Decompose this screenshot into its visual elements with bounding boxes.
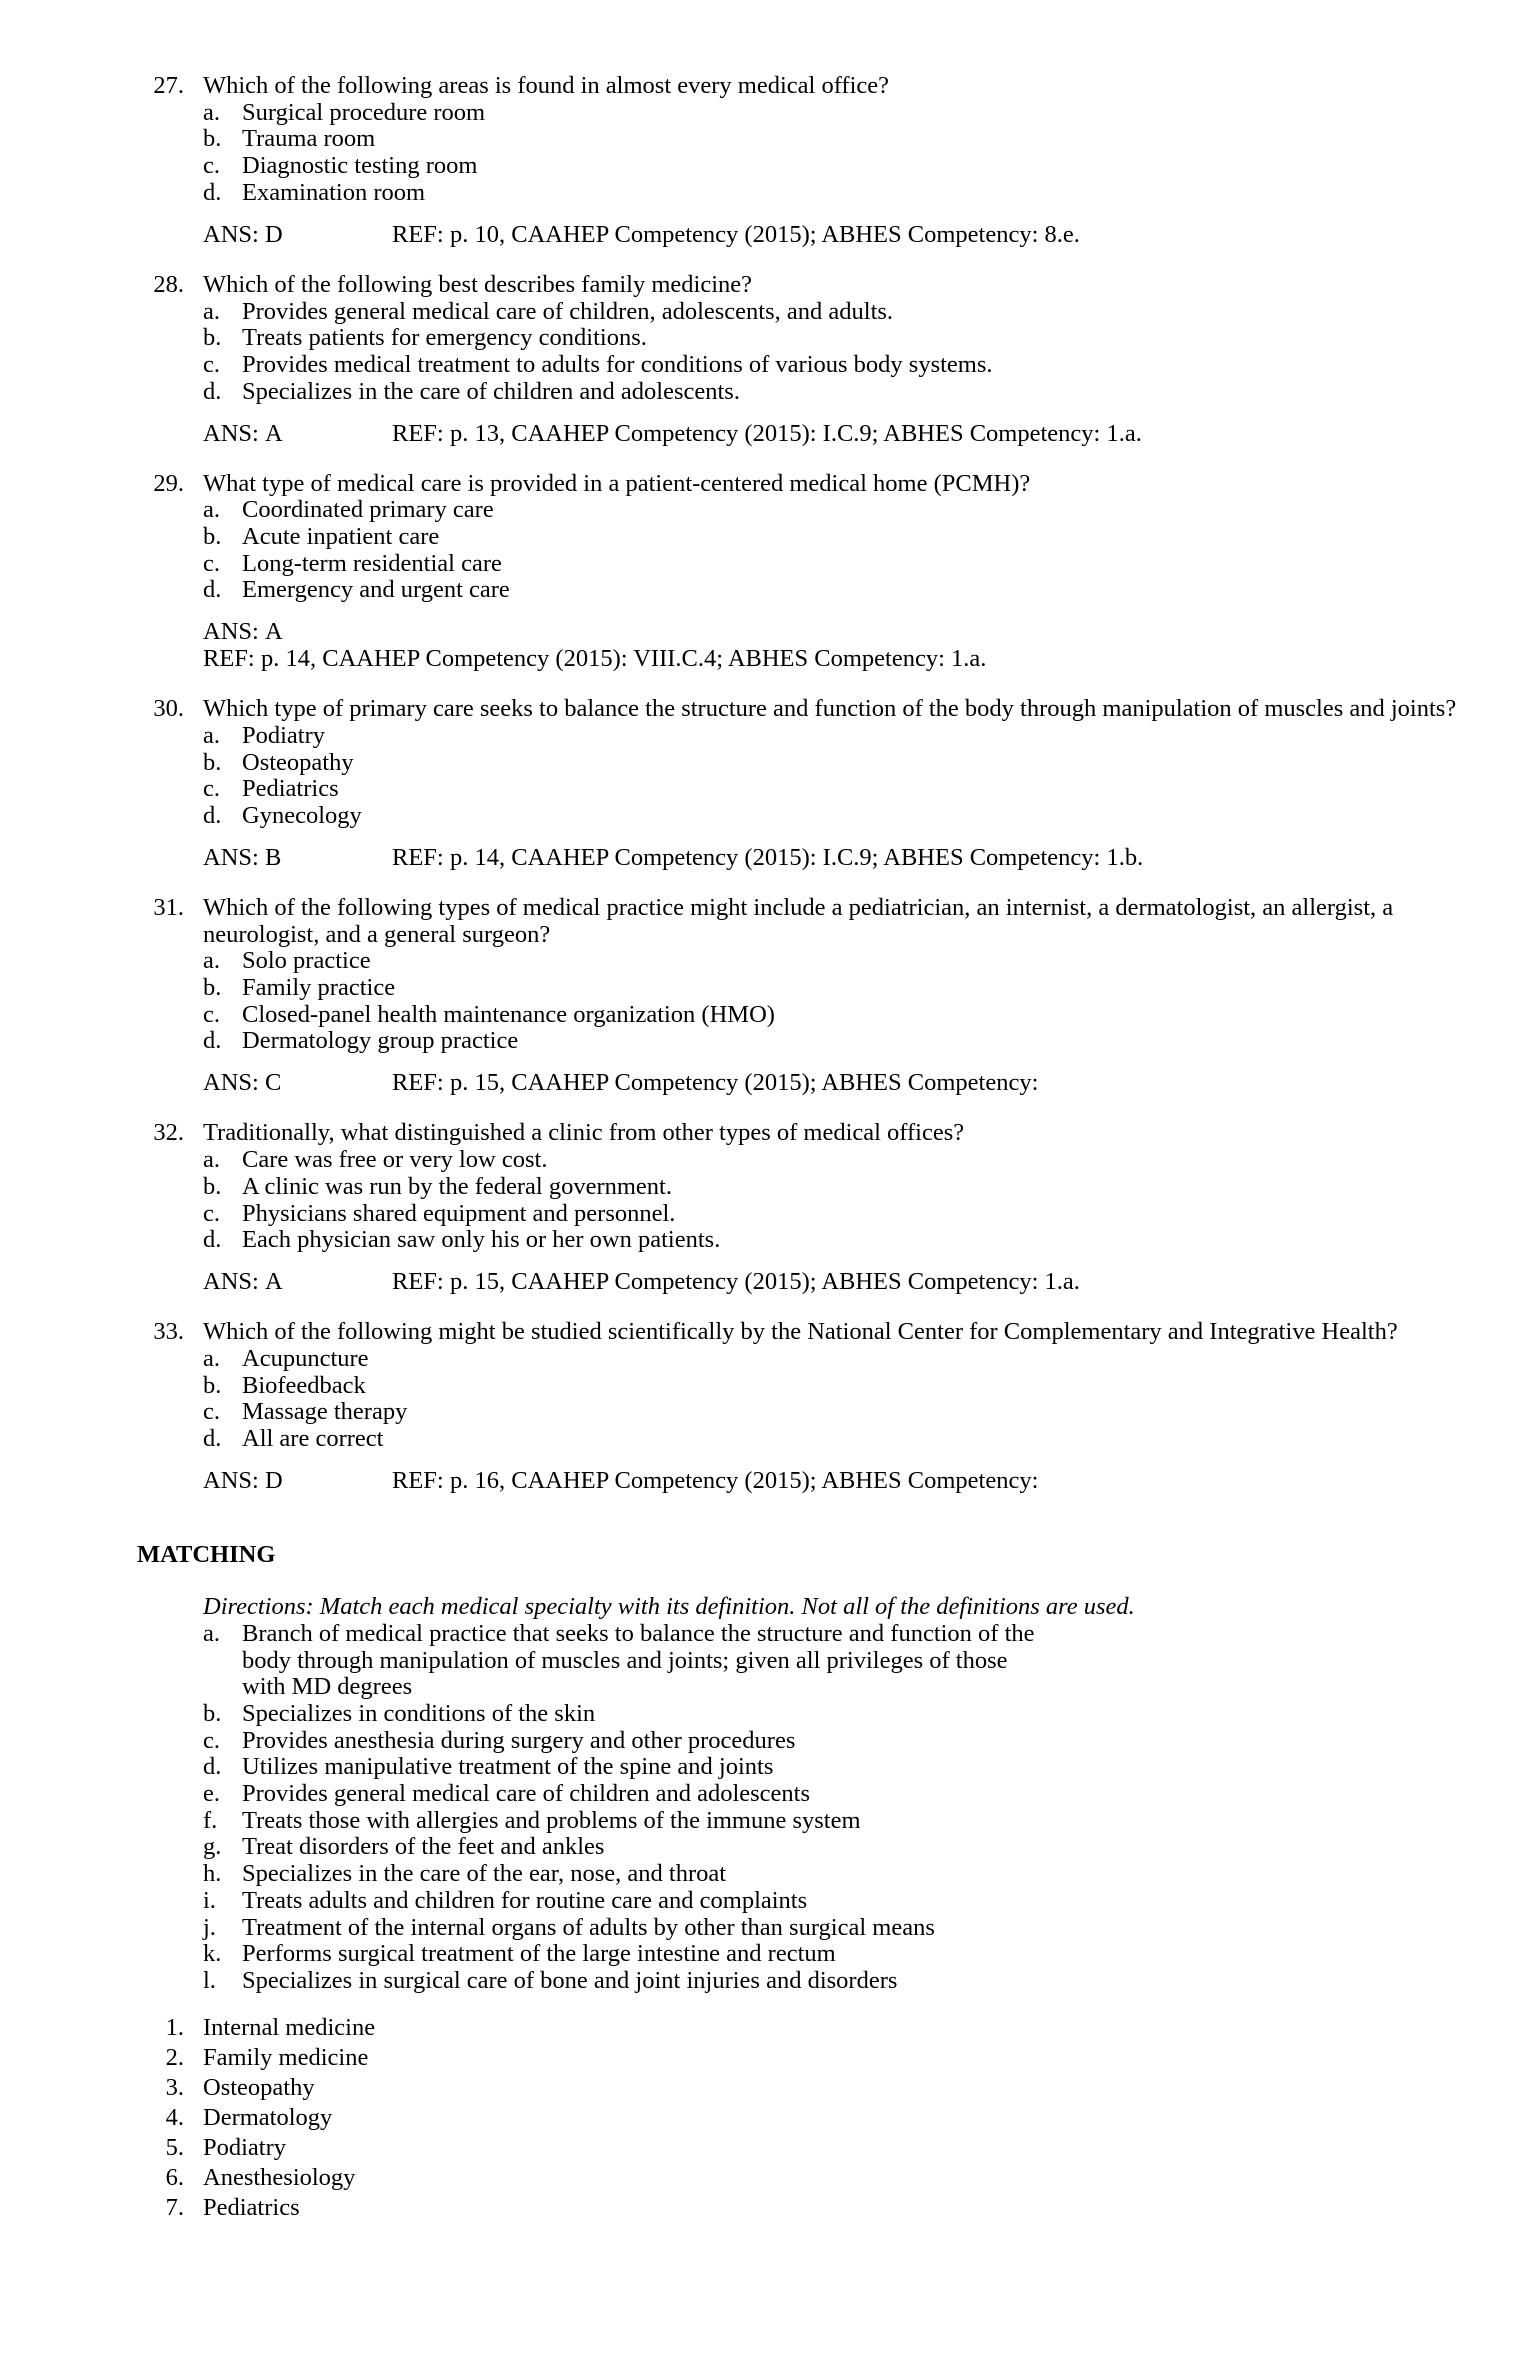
term-number: 2. — [165, 2043, 184, 2071]
option-letter: c. — [203, 1398, 220, 1426]
question-number: 33. — [153, 1318, 184, 1346]
ans-label: ANS: — [203, 618, 259, 646]
question-stem: Which of the following best describes family medicine? — [203, 270, 753, 298]
ans-label: ANS: — [203, 1069, 259, 1097]
term-text: Pediatrics — [203, 2193, 300, 2221]
answer-row — [203, 1269, 1490, 1296]
definition-letter: f. — [203, 1806, 218, 1834]
option-letter: a. — [203, 1146, 220, 1174]
question-stem: What type of medical care is provided in a patient-centered medical home (PCMH)? — [203, 469, 1031, 497]
term-number: 1. — [165, 2013, 184, 2041]
option-text: Provides general medical care of children, adolescents, and adults. — [242, 297, 894, 325]
option-b — [203, 524, 1490, 551]
definition-letter: h. — [203, 1860, 222, 1888]
option-d — [203, 1028, 1490, 1055]
ref-text: p. 14, CAAHEP Competency (2015): VIII.C.4; ABHES Competency: 1.a. — [261, 645, 987, 673]
definition-text: Treats those with allergies and problems of the immune system — [242, 1806, 861, 1834]
option-letter: a. — [203, 496, 220, 524]
term-3 — [165, 2073, 1490, 2102]
term-text: Osteopathy — [203, 2073, 315, 2101]
option-text: Examination room — [242, 178, 426, 206]
option-letter: c. — [203, 1199, 220, 1227]
question-30 — [153, 695, 1490, 872]
option-text: Dermatology group practice — [242, 1027, 519, 1055]
option-letter: a. — [203, 98, 220, 126]
option-c — [203, 153, 1490, 180]
ref-text: p. 16, CAAHEP Competency (2015); ABHES Competency: — [450, 1467, 1039, 1495]
question-stem: Which of the following types of medical practice might include a pediatrician, an internist, a dermatologist, an allergist, a neurologist, and a general surgeon? — [203, 893, 1394, 948]
definition-text — [242, 1621, 1203, 1701]
definition-letter: e. — [203, 1780, 220, 1808]
term-text: Family medicine — [203, 2043, 369, 2071]
definition-l — [203, 1968, 1203, 1995]
option-b — [203, 975, 1490, 1002]
definition-letter: l. — [203, 1966, 216, 1994]
option-c — [203, 551, 1490, 578]
option-text: Long-term residential care — [242, 549, 502, 577]
option-text: Acupuncture — [242, 1344, 369, 1372]
answer-row — [203, 1070, 1490, 1097]
option-text: Care was free or very low cost. — [242, 1146, 548, 1174]
option-text: Massage therapy — [242, 1398, 408, 1426]
option-d — [203, 577, 1490, 604]
answer-row — [203, 619, 1490, 646]
option-c — [203, 1399, 1490, 1426]
ans-label: ANS: — [203, 1268, 259, 1296]
ref-label: REF: — [392, 419, 444, 447]
ref-label: REF: — [392, 1268, 444, 1296]
option-text: Treats patients for emergency conditions. — [242, 324, 647, 352]
option-b — [203, 126, 1490, 153]
option-text: Family practice — [242, 974, 396, 1002]
definition-c — [203, 1728, 1203, 1755]
definition-letter: i. — [203, 1886, 216, 1914]
ans-label: ANS: — [203, 843, 259, 871]
option-letter: c. — [203, 1000, 220, 1028]
definition-e — [203, 1781, 1203, 1808]
question-number: 27. — [153, 72, 184, 99]
option-letter: a. — [203, 1344, 220, 1372]
option-letter: c. — [203, 775, 220, 803]
option-a — [203, 299, 1490, 326]
question-31 — [153, 893, 1490, 1097]
option-text: Acute inpatient care — [242, 523, 440, 551]
option-d — [203, 379, 1490, 406]
question-27 — [153, 72, 1490, 249]
term-4 — [165, 2103, 1490, 2132]
option-letter: b. — [203, 324, 222, 352]
term-6 — [165, 2163, 1490, 2192]
ref-text: p. 10, CAAHEP Competency (2015); ABHES Competency: 8.e. — [450, 220, 1080, 248]
option-letter: d. — [203, 1027, 222, 1055]
definition-letter: g. — [203, 1833, 222, 1861]
ref-text: p. 15, CAAHEP Competency (2015); ABHES Competency: — [450, 1069, 1039, 1097]
definition-j — [203, 1915, 1203, 1942]
ans-value: B — [265, 843, 282, 871]
question-number: 28. — [153, 270, 184, 298]
question-stem: Which of the following areas is found in almost every medical office? — [203, 72, 889, 99]
definition-h — [203, 1861, 1203, 1888]
option-letter: a. — [203, 297, 220, 325]
option-text: Physicians shared equipment and personnel. — [242, 1199, 676, 1227]
option-letter: a. — [203, 947, 220, 975]
option-letter: d. — [203, 801, 222, 829]
option-letter: d. — [203, 377, 222, 405]
term-number: 4. — [165, 2103, 184, 2131]
definition-text: Specializes in the care of the ear, nose, and throat — [242, 1860, 727, 1888]
definition-a — [203, 1621, 1203, 1701]
ref-label: REF: — [203, 645, 255, 673]
term-text: Podiatry — [203, 2133, 287, 2161]
option-text: Trauma room — [242, 125, 376, 153]
ref-label: REF: — [392, 220, 444, 248]
term-7 — [165, 2193, 1490, 2222]
definition-line: Branch of medical practice that seeks to balance the structure and function of the — [242, 1619, 1035, 1647]
question-29 — [153, 469, 1490, 673]
ref-label: REF: — [392, 1069, 444, 1097]
term-text: Internal medicine — [203, 2013, 376, 2041]
question-32 — [153, 1119, 1490, 1296]
ref-row — [203, 646, 1490, 673]
answer-row — [203, 1468, 1490, 1495]
definition-text: Provides anesthesia during surgery and other procedures — [242, 1726, 796, 1754]
definition-text: Treat disorders of the feet and ankles — [242, 1833, 605, 1861]
option-text: All are correct — [242, 1425, 384, 1453]
option-c — [203, 1201, 1490, 1228]
term-1 — [165, 2013, 1490, 2042]
option-text: Closed-panel health maintenance organization (HMO) — [242, 1000, 775, 1028]
ans-value: D — [265, 220, 283, 248]
ref-label: REF: — [392, 843, 444, 871]
option-b — [203, 750, 1490, 777]
option-text: Biofeedback — [242, 1371, 366, 1399]
ref-text: p. 14, CAAHEP Competency (2015): I.C.9; ABHES Competency: 1.b. — [450, 843, 1144, 871]
option-letter: d. — [203, 1226, 222, 1254]
option-letter: d. — [203, 178, 222, 206]
definition-f — [203, 1808, 1203, 1835]
term-number: 7. — [165, 2193, 184, 2221]
question-stem: Which type of primary care seeks to balance the structure and function of the body through manipulation of muscles and joints? — [203, 695, 1457, 723]
definition-letter: d. — [203, 1753, 222, 1781]
option-b — [203, 1373, 1490, 1400]
definition-letter: b. — [203, 1699, 222, 1727]
option-letter: b. — [203, 974, 222, 1002]
definition-letter: k. — [203, 1940, 222, 1968]
term-2 — [165, 2043, 1490, 2072]
option-text: Pediatrics — [242, 775, 339, 803]
question-33 — [153, 1318, 1490, 1495]
option-letter: b. — [203, 748, 222, 776]
option-a — [203, 723, 1490, 750]
ans-value: D — [265, 1467, 283, 1495]
ref-text: p. 15, CAAHEP Competency (2015); ABHES Competency: 1.a. — [450, 1268, 1080, 1296]
ans-value: A — [265, 1268, 283, 1296]
definition-k — [203, 1941, 1203, 1968]
option-text: Provides medical treatment to adults for conditions of various body systems. — [242, 350, 993, 378]
ref-label: REF: — [392, 1467, 444, 1495]
term-number: 6. — [165, 2163, 184, 2191]
option-text: Diagnostic testing room — [242, 152, 478, 180]
definition-text: Treats adults and children for routine care and complaints — [242, 1886, 808, 1914]
question-number: 30. — [153, 695, 184, 723]
definition-line: with MD degrees — [242, 1673, 413, 1701]
matching-directions: Directions: Match each medical specialty with its definition. Not all of the definitions are used. — [203, 1593, 1135, 1621]
question-number: 29. — [153, 469, 184, 497]
option-c — [203, 352, 1490, 379]
definition-letter: c. — [203, 1726, 220, 1754]
option-text: Osteopathy — [242, 748, 354, 776]
question-number: 32. — [153, 1119, 184, 1147]
option-c — [203, 776, 1490, 803]
option-letter: c. — [203, 549, 220, 577]
definition-letter: j. — [203, 1913, 216, 1941]
option-b — [203, 1174, 1490, 1201]
definition-b — [203, 1701, 1203, 1728]
option-letter: b. — [203, 1371, 222, 1399]
definition-text: Treatment of the internal organs of adults by other than surgical means — [242, 1913, 935, 1941]
option-c — [203, 1002, 1490, 1029]
definition-text: Provides general medical care of children and adolescents — [242, 1780, 811, 1808]
term-text: Dermatology — [203, 2103, 333, 2131]
definition-d — [203, 1754, 1203, 1781]
option-text: Coordinated primary care — [242, 496, 494, 524]
option-text: Each physician saw only his or her own patients. — [242, 1226, 721, 1254]
ans-label: ANS: — [203, 220, 259, 248]
option-text: A clinic was run by the federal government. — [242, 1172, 672, 1200]
answer-row — [203, 421, 1490, 448]
matching-section-heading: MATCHING — [137, 1541, 276, 1569]
term-number: 5. — [165, 2133, 184, 2161]
option-letter: d. — [203, 1425, 222, 1453]
question-28 — [153, 270, 1490, 448]
option-letter: b. — [203, 1172, 222, 1200]
option-a — [203, 1147, 1490, 1174]
option-letter: b. — [203, 125, 222, 153]
option-b — [203, 325, 1490, 352]
option-letter: a. — [203, 721, 220, 749]
term-text: Anesthesiology — [203, 2163, 356, 2191]
definition-letter: a. — [203, 1619, 220, 1647]
option-text: Specializes in the care of children and adolescents. — [242, 377, 740, 405]
ans-label: ANS: — [203, 419, 259, 447]
option-text: Surgical procedure room — [242, 98, 486, 126]
option-d — [203, 1227, 1490, 1254]
question-stem: Traditionally, what distinguished a clinic from other types of medical offices? — [203, 1119, 965, 1147]
question-number: 31. — [153, 893, 184, 921]
term-number: 3. — [165, 2073, 184, 2101]
option-letter: c. — [203, 350, 220, 378]
definition-text: Performs surgical treatment of the large intestine and rectum — [242, 1940, 836, 1968]
definition-line: body through manipulation of muscles and joints; given all privileges of those — [242, 1646, 1008, 1674]
option-a — [203, 948, 1490, 975]
question-stem: Which of the following might be studied scientifically by the National Center for Complementary and Integrative Health? — [203, 1318, 1398, 1346]
matching-terms-list — [165, 2013, 1490, 2222]
option-text: Podiatry — [242, 721, 326, 749]
answer-row — [203, 222, 1490, 249]
option-letter: c. — [203, 152, 220, 180]
option-a — [203, 1346, 1490, 1373]
option-a — [203, 100, 1490, 127]
answer-row — [203, 845, 1490, 872]
term-5 — [165, 2133, 1490, 2162]
option-letter: b. — [203, 523, 222, 551]
ans-value: A — [265, 419, 283, 447]
option-d — [203, 1426, 1490, 1453]
ans-value: C — [265, 1069, 282, 1097]
option-d — [203, 180, 1490, 207]
definition-text: Specializes in conditions of the skin — [242, 1699, 596, 1727]
definition-i — [203, 1888, 1203, 1915]
option-text: Solo practice — [242, 947, 371, 975]
ref-text: p. 13, CAAHEP Competency (2015): I.C.9; ABHES Competency: 1.a. — [450, 419, 1142, 447]
definition-text: Utilizes manipulative treatment of the spine and joints — [242, 1753, 774, 1781]
option-d — [203, 803, 1490, 830]
option-letter: d. — [203, 576, 222, 604]
option-text: Gynecology — [242, 801, 362, 829]
definition-text: Specializes in surgical care of bone and joint injuries and disorders — [242, 1966, 898, 1994]
ans-label: ANS: — [203, 1467, 259, 1495]
definition-g — [203, 1834, 1203, 1861]
option-a — [203, 497, 1490, 524]
ans-value: A — [265, 618, 283, 646]
option-text: Emergency and urgent care — [242, 576, 510, 604]
